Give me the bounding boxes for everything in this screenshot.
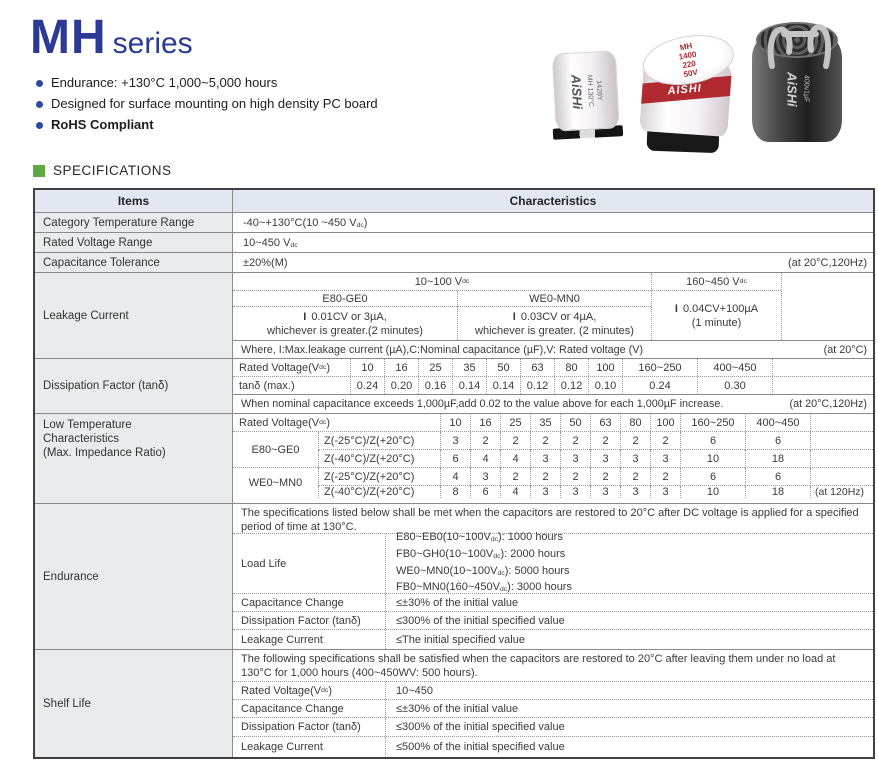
formula-group1: I 0.01CV or 3µA, whichever is greater.(2 minutes) (267, 311, 423, 337)
endurance-intro: The specifications listed below shall be met when the capacitors are restored to 20°C after DC voltage is applied for a specified period of time at 130°C. (233, 504, 873, 534)
impedance-cell: 2 (470, 432, 500, 450)
formula-group2: I 0.03CV or 4µA, whichever is greater. (2 minutes) (457, 307, 651, 340)
row-value: ±20%(M) (243, 256, 288, 269)
voltage-cell: 50 (560, 414, 590, 431)
row-label: Dissipation Factor (tanδ) (35, 359, 233, 413)
impedance-cell: 2 (500, 432, 530, 450)
voltage-range-high-header: 160~450 V dc (651, 273, 781, 291)
capacitor-body: AiSHi MH 130°C 1428Y (552, 50, 620, 131)
impedance-cell: 4 (440, 468, 470, 486)
voltage-cell: 400~450 (745, 414, 810, 431)
feature-mounting: Designed for surface mounting on high density PC board (36, 97, 378, 111)
product-photo-smd-capacitor-small (552, 50, 620, 139)
impedance-cell: 3 (650, 486, 680, 498)
characteristics-header: Characteristics (509, 194, 597, 208)
bullet-icon (36, 122, 43, 129)
row-label: Capacitance Tolerance (35, 253, 233, 272)
condition-note: (at 120Hz) (810, 486, 873, 498)
impedance-cell: 3 (530, 486, 560, 498)
ratio-label: Z(-40°C)/Z(+20°C) (318, 486, 440, 498)
bullet-icon (36, 101, 43, 108)
impedance-cell: 3 (590, 486, 620, 498)
voltage-cell: 100 (650, 414, 680, 431)
sub-label: Load Life (241, 557, 287, 570)
impedance-cell: 2 (590, 468, 620, 486)
group2-name: WE0~MN0 (248, 477, 303, 489)
tan-value-cell: 0.16 (418, 377, 452, 394)
voltage-cell: 10 (440, 414, 470, 431)
feature-list (36, 76, 378, 139)
ratio-label: Z(-25°C)/Z(+20°C) (318, 468, 440, 486)
sub-label: Rated Voltage(V dc ) (241, 684, 332, 697)
rated-voltage-header-row: Rated Voltage(V dc ) 10 16 25 35 50 63 80 100 160~250 400~450 (233, 359, 873, 377)
voltage-cell: 25 (418, 359, 452, 376)
row-label: Low Temperature Characteristics (Max. Impedance Ratio) (35, 414, 233, 503)
row-label: Endurance (35, 504, 233, 649)
impedance-cell: 2 (620, 468, 650, 486)
rated-voltage-header-row: Rated Voltage(V dc ) 10 16 25 35 50 63 80 100 160~250 400~450 (233, 414, 873, 432)
tan-value-cell: 0.24 (350, 377, 384, 394)
brand-band: AISHI (639, 76, 732, 104)
tan-delta-row: tanδ (max.) 0.24 0.20 0.16 0.14 0.14 0.12 0.12 0.10 0.24 0.30 (233, 377, 873, 395)
leakage-legend: Where, I:Max.leakage current (µA),C:Nominal capacitance (µF),V: Rated voltage (V) (at 20°C) (233, 340, 873, 358)
condition-note: (at 20°C,120Hz) (788, 256, 867, 269)
impedance-cell: 3 (470, 468, 500, 486)
formula-high-range: I 0.04CV+100µA (1 minute) (651, 291, 781, 340)
tan-value-cell: 0.12 (554, 377, 588, 394)
impedance-cell: 8 (440, 486, 470, 498)
voltage-cell: 25 (500, 414, 530, 431)
voltage-cell: 100 (588, 359, 622, 376)
sub-value: ≤±30% of the initial value (385, 700, 873, 717)
row-capacitance-tolerance (35, 252, 873, 272)
dissipation-factor-row (233, 612, 873, 630)
sub-label: Leakage Current (241, 633, 323, 646)
ratio-label: Z(-40°C)/Z(+20°C) (318, 450, 440, 468)
empty-cell (810, 432, 873, 450)
row-rated-voltage-range (35, 232, 873, 252)
product-photo-clip-capacitor (742, 14, 854, 148)
row-low-temperature (35, 413, 873, 503)
sub-label: Dissipation Factor (tanδ) (241, 721, 361, 733)
series-name: MH (30, 11, 107, 64)
impedance-cell: 6 (440, 450, 470, 468)
condition-note: (at 20°C,120Hz) (789, 398, 867, 410)
row-label: Shelf Life (35, 650, 233, 757)
sub-value: ≤±30% of the initial value (385, 594, 873, 611)
tan-value-cell: 0.20 (384, 377, 418, 394)
voltage-cell: 63 (590, 414, 620, 431)
impedance-cell: 3 (530, 450, 560, 468)
voltage-cell: 63 (520, 359, 554, 376)
leakage-current-row (233, 737, 873, 757)
empty-cell (772, 377, 873, 394)
sub-label: Dissipation Factor (tanδ) (241, 614, 361, 627)
load-life-row (233, 530, 873, 594)
row-shelf-life (35, 649, 873, 757)
impedance-cell: 2 (590, 432, 620, 450)
voltage-cell: 160~250 (622, 359, 697, 376)
voltage-cell: 16 (470, 414, 500, 431)
row-label: Leakage Current (35, 273, 233, 358)
impedance-cell: 10 (680, 450, 745, 468)
sub-value: 10~450 (385, 682, 873, 699)
product-photo-smd-capacitor-large (632, 33, 740, 156)
tan-value-cell: 0.30 (697, 377, 772, 394)
voltage-cell: 400~450 (697, 359, 772, 376)
voltage-range-low-header: 10~100 V dc (233, 273, 651, 291)
sub-value: ≤500% of the initial specified value (385, 737, 873, 757)
mounting-clip-icon (756, 8, 840, 74)
series-suffix: series (112, 27, 193, 60)
tan-value-cell: 0.14 (452, 377, 486, 394)
impedance-cell: 4 (500, 486, 530, 498)
specifications-heading (33, 163, 172, 178)
shelf-life-intro: The following specifications shall be satisfied when the capacitors are restored to 20°C after leaving them under no load at 130°C for 1,000 hours (400~450WV: 500 hours). (233, 650, 873, 682)
empty-cell (810, 414, 873, 431)
impedance-cell: 3 (560, 450, 590, 468)
sub-label: Capacitance Change (241, 702, 344, 715)
row-value: -40~+130°C(10 ~450 $V_{dc}$) (243, 216, 368, 229)
specifications-title: SPECIFICATIONS (53, 163, 172, 178)
voltage-cell: 160~250 (680, 414, 745, 431)
impedance-cell: 3 (620, 486, 650, 498)
bullet-icon (36, 80, 43, 87)
impedance-cell: 2 (560, 468, 590, 486)
impedance-cell: 4 (500, 450, 530, 468)
impedance-cell: 3 (620, 450, 650, 468)
impedance-cell: 3 (590, 450, 620, 468)
condition-note: (at 20°C) (823, 343, 867, 356)
table-header-row (35, 190, 873, 212)
voltage-cell: 16 (384, 359, 418, 376)
feature-endurance: Endurance: +130°C 1,000~5,000 hours (36, 76, 378, 90)
load-life-line: $FB0\sim MN0(160\sim 450V_{dc})$: 3000 hours (396, 581, 572, 594)
impedance-cell: 4 (470, 450, 500, 468)
impedance-cell: 18 (745, 450, 810, 468)
load-life-line: $WE0\sim MN0(10\sim 100V_{dc})$: 5000 hours (396, 564, 570, 577)
row-label: Rated Voltage Range (35, 233, 233, 252)
impedance-cell: 2 (560, 432, 590, 450)
ratio-label: Z(-25°C)/Z(+20°C) (318, 432, 440, 450)
impedance-cell: 2 (650, 468, 680, 486)
tan-value-cell: 0.14 (486, 377, 520, 394)
voltage-cell: 35 (452, 359, 486, 376)
empty-cell (772, 359, 873, 376)
impedance-cell: 6 (745, 468, 810, 486)
capacitor-body: AiSHi 400v1µF (752, 36, 842, 142)
group1-name: E80-GE0 (233, 291, 457, 307)
specifications-table (33, 188, 875, 759)
impedance-cell: 6 (680, 432, 745, 450)
impedance-cell: 6 (680, 468, 745, 486)
group1-name: E80~GE0 (233, 432, 318, 468)
sub-label: Capacitance Change (241, 596, 344, 609)
voltage-cell: 50 (486, 359, 520, 376)
rated-voltage-row (233, 682, 873, 700)
dissipation-note: When nominal capacitance exceeds 1,000µF,add 0.02 to the value above for each 1,000µF increase. (at 20°C,120Hz) (241, 398, 867, 410)
voltage-cell: 35 (530, 414, 560, 431)
impedance-cell: 6 (745, 432, 810, 450)
tan-value-cell: 0.10 (588, 377, 622, 394)
impedance-cell: 3 (440, 432, 470, 450)
impedance-cell: 18 (745, 486, 810, 498)
sub-label: Leakage Current (241, 741, 323, 753)
load-life-line: $FB0\sim GH0(10\sim 100V_{dc})$: 2000 hours (396, 547, 566, 560)
row-value: 10~450 $V_{dc}$ (243, 236, 298, 249)
row-leakage-current (35, 272, 873, 358)
empty-cell (810, 450, 873, 468)
impedance-cell: 2 (650, 432, 680, 450)
tan-value-cell: 0.12 (520, 377, 554, 394)
empty-cell (810, 468, 873, 486)
impedance-cell: 2 (500, 468, 530, 486)
voltage-cell: 10 (350, 359, 384, 376)
capacitor-top-face: MH 1400 220 50V (639, 28, 738, 91)
impedance-cell: 2 (530, 432, 560, 450)
sub-value: ≤300% of the initial specified value (385, 612, 873, 629)
sub-value: ≤300% of the initial specified value (385, 718, 873, 736)
product-photos (552, 14, 862, 154)
group2-name: WE0-MN0 (457, 291, 651, 307)
impedance-cell: 10 (680, 486, 745, 498)
sub-value: ≤The initial specified value (385, 630, 873, 649)
impedance-cell: 3 (650, 450, 680, 468)
row-category-temperature-range (35, 212, 873, 232)
row-label: Category Temperature Range (35, 213, 233, 232)
row-dissipation-factor (35, 358, 873, 413)
voltage-cell: 80 (554, 359, 588, 376)
row-endurance (35, 503, 873, 649)
capacitance-change-row (233, 700, 873, 718)
voltage-cell: 80 (620, 414, 650, 431)
impedance-cell: 2 (620, 432, 650, 450)
series-title (30, 10, 193, 65)
leakage-current-row (233, 630, 873, 649)
items-header: Items (35, 190, 233, 212)
tan-value-cell: 0.24 (622, 377, 697, 394)
load-life-line: $E80\sim EB0(10\sim 100V_{dc})$: 1000 hours (396, 530, 563, 543)
capacitance-change-row (233, 594, 873, 612)
impedance-cell: 3 (560, 486, 590, 498)
impedance-cell: 2 (530, 468, 560, 486)
feature-rohs: RoHS Compliant (36, 118, 378, 132)
empty-cell (781, 273, 873, 340)
impedance-cell: 6 (470, 486, 500, 498)
green-square-icon (33, 165, 45, 177)
dissipation-factor-row (233, 718, 873, 737)
